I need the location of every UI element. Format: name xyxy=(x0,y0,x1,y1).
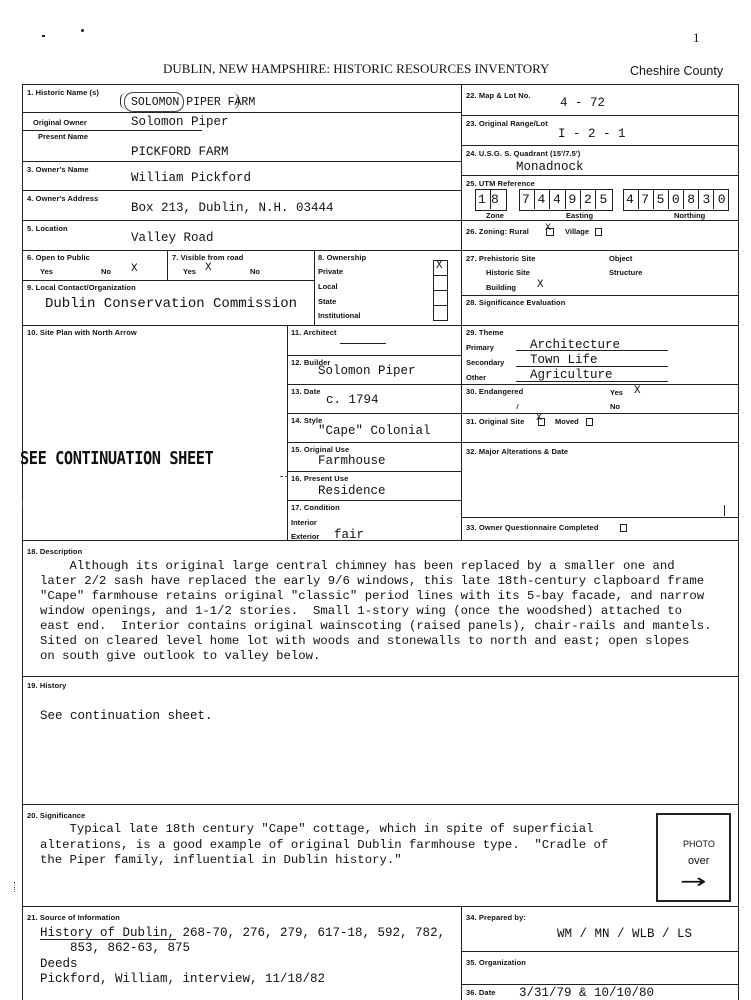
map-lot-label: 22. Map & Lot No. xyxy=(466,91,531,100)
row-divider xyxy=(22,161,461,162)
theme-label: 29. Theme xyxy=(466,328,504,337)
theme-primary-line xyxy=(516,350,668,351)
significance-line: alterations, is a good example of original Dublin farmhouse type. "Cradle of xyxy=(40,838,609,852)
source-text: History of Dublin, 268-70, 276, 279, 617-18, 592, 782, xyxy=(40,926,446,940)
prepared-date-label: 36. Date xyxy=(466,988,496,997)
utm-zone-label: Zone xyxy=(486,211,504,220)
zoning-rural-mark: X xyxy=(545,223,552,234)
map-lot-value: 4 - 72 xyxy=(560,96,606,110)
source-underline xyxy=(40,939,176,940)
source-line: Deeds xyxy=(40,957,78,971)
ownership-state: State xyxy=(318,297,337,306)
utm-easting-value: 744925 xyxy=(522,192,616,207)
speck-mark xyxy=(22,500,25,508)
description-line: Sited on cleared level home lot with woods and stonewalls to north and east; open slopes xyxy=(40,634,690,648)
source-line xyxy=(40,926,445,940)
local-contact-label: 9. Local Contact/Organization xyxy=(27,283,136,292)
theme-primary-value: Architecture xyxy=(530,338,621,352)
row-divider xyxy=(22,280,314,281)
row-divider xyxy=(461,295,738,296)
significance-label: 20. Significance xyxy=(27,811,86,820)
description-line: Although its original large central chimney has been replaced by a smaller one and xyxy=(40,559,675,573)
utm-zone-value: 18 xyxy=(478,192,505,207)
structure-label: Structure xyxy=(609,268,643,277)
speck-mark xyxy=(516,404,519,409)
row-divider xyxy=(287,355,461,356)
owner-questionnaire-checkbox[interactable] xyxy=(620,524,627,532)
theme-primary-label: Primary xyxy=(466,343,494,352)
quadrant-value: Monadnock xyxy=(516,160,584,174)
builder-value: Solomon Piper xyxy=(318,364,416,378)
location-label: 5. Location xyxy=(27,224,68,233)
see-continuation-stamp: SEE CONTINUATION SHEET xyxy=(20,448,214,469)
condition-interior-label: Interior xyxy=(291,518,317,527)
visible-no-label: No xyxy=(250,267,260,276)
utm-easting-label: Easting xyxy=(566,211,594,220)
row-divider xyxy=(287,471,461,472)
ownership-institutional-checkbox[interactable] xyxy=(433,305,448,321)
column-divider xyxy=(287,325,288,540)
present-name-label: Present Name xyxy=(38,132,89,141)
prehistoric-site-label: 27. Prehistoric Site xyxy=(466,254,536,263)
cell-divider xyxy=(167,250,168,280)
source-line: Pickford, William, interview, 11/18/82 xyxy=(40,972,326,986)
local-contact-value: Dublin Conservation Commission xyxy=(45,296,298,312)
page-number: 1 xyxy=(693,30,700,45)
row-divider xyxy=(461,517,738,518)
original-range-value: I - 2 - 1 xyxy=(558,127,626,141)
style-value: "Cape" Colonial xyxy=(318,424,431,438)
historic-site-label: Historic Site xyxy=(486,268,530,277)
original-site-label: 31. Original Site xyxy=(466,417,525,426)
utm-northing-label: Northing xyxy=(674,211,706,220)
row-divider xyxy=(461,384,738,385)
ownership-local-checkbox[interactable] xyxy=(433,275,448,291)
utm-label: 25. UTM Reference xyxy=(466,179,535,188)
theme-secondary-label: Secondary xyxy=(466,358,505,367)
row-divider xyxy=(461,951,738,952)
row-divider xyxy=(461,250,738,251)
prepared-by-value: WM / MN / WLB / LS xyxy=(557,927,693,941)
ownership-local: Local xyxy=(318,282,338,291)
row-divider xyxy=(22,250,461,251)
row-divider xyxy=(287,384,461,385)
utm-northing-value: 4750830 xyxy=(626,192,734,207)
significance-line: Typical late 18th century "Cape" cottage, which in spite of superficial xyxy=(40,822,594,836)
speck-mark xyxy=(14,882,17,892)
row-divider xyxy=(461,413,738,414)
historic-name-value: SOLOMON PIPER FARM xyxy=(131,96,256,109)
endangered-no-label: No xyxy=(610,402,620,411)
row-divider xyxy=(287,500,461,501)
owner-questionnaire-label: 33. Owner Questionnaire Completed xyxy=(466,523,599,532)
cell-divider xyxy=(314,250,315,325)
speck-mark xyxy=(81,29,84,32)
description-label: 18. Description xyxy=(27,547,83,556)
original-use-value: Farmhouse xyxy=(318,454,386,468)
date-built-label: 13. Date xyxy=(291,387,321,396)
prepared-by-label: 34. Prepared by: xyxy=(466,913,526,922)
description-line: "Cape" farmhouse retains original "classic" period lines with its 5-bay facade, and narrow xyxy=(40,589,705,603)
original-use-label: 15. Original Use xyxy=(291,445,350,454)
moved-label: Moved xyxy=(555,417,579,426)
top-border xyxy=(22,84,738,85)
present-name-value: PICKFORD FARM xyxy=(131,145,229,159)
prepared-date-value: 3/31/79 & 10/10/80 xyxy=(519,986,655,1000)
source-label: 21. Source of Information xyxy=(27,913,120,922)
ownership-label: 8. Ownership xyxy=(318,253,367,262)
open-yes-label: Yes xyxy=(40,267,53,276)
moved-checkbox[interactable] xyxy=(586,418,593,426)
row-divider xyxy=(22,676,738,677)
major-alterations-label: 32. Major Alterations & Date xyxy=(466,447,569,456)
condition-label: 17. Condition xyxy=(291,503,340,512)
theme-other-label: Other xyxy=(466,373,487,382)
date-built-value: c. 1794 xyxy=(326,393,379,407)
architect-dash xyxy=(340,343,386,344)
ownership-private-mark: X xyxy=(436,260,443,272)
organization-label: 35. Organization xyxy=(466,958,526,967)
dashed-mark xyxy=(280,476,288,477)
owner-address-label: 4. Owner's Address xyxy=(27,194,99,203)
history-label: 19. History xyxy=(27,681,67,690)
visible-yes-label: Yes xyxy=(183,267,196,276)
ownership-private: Private xyxy=(318,267,344,276)
theme-other-value: Agriculture xyxy=(530,368,613,382)
row-divider xyxy=(461,145,738,146)
handwritten-circle xyxy=(124,92,184,112)
row-divider xyxy=(287,413,461,414)
column-divider xyxy=(461,84,462,540)
arrow-right-icon: → xyxy=(680,869,707,893)
building-mark: X xyxy=(537,279,544,291)
description-line: east end. Interior contains original wainscoting (raised panels), chair-rails and mantels. xyxy=(40,619,712,633)
row-divider xyxy=(461,115,738,116)
form-title: DUBLIN, NEW HAMPSHIRE: HISTORIC RESOURCES INVENTORY xyxy=(163,61,550,76)
owner-address-value: Box 213, Dublin, N.H. 03444 xyxy=(131,201,334,215)
historic-name-label: 1. Historic Name (s) xyxy=(27,88,100,97)
row-divider xyxy=(22,804,738,805)
endangered-label: 30. Endangered xyxy=(466,387,524,396)
row-divider xyxy=(22,540,738,541)
row-divider xyxy=(287,442,461,443)
description-line: later 2/2 sash have replaced the early 9/6 windows, this late 18th-century clapboard frame xyxy=(40,574,705,588)
builder-label: 12. Builder xyxy=(291,358,331,367)
condition-exterior-label: Exterior xyxy=(291,532,320,541)
open-to-public-label: 6. Open to Public xyxy=(27,253,90,262)
zoning-village-checkbox[interactable] xyxy=(595,228,602,236)
theme-other-line xyxy=(516,381,668,382)
object-label: Object xyxy=(609,254,633,263)
speck-mark xyxy=(724,505,725,516)
ownership-institutional: Institutional xyxy=(318,311,361,320)
row-divider xyxy=(461,325,738,326)
row-divider xyxy=(22,325,461,326)
visible-yes-mark: X xyxy=(205,262,212,274)
original-owner-label: Original Owner xyxy=(33,118,87,127)
location-value: Valley Road xyxy=(131,231,214,245)
zoning-label: 26. Zoning: Rural xyxy=(466,227,529,236)
site-plan-label: 10. Site Plan with North Arrow xyxy=(27,328,137,337)
original-owner-line xyxy=(22,130,202,131)
theme-secondary-value: Town Life xyxy=(530,353,598,367)
source-line: 853, 862-63, 875 xyxy=(40,941,191,955)
architect-label: 11. Architect xyxy=(291,328,337,337)
open-no-label: No xyxy=(101,267,111,276)
column-divider xyxy=(461,906,462,1000)
endangered-yes-label: Yes xyxy=(610,388,623,397)
original-site-mark: X xyxy=(536,413,543,424)
open-no-mark: X xyxy=(131,263,138,275)
ownership-state-checkbox[interactable] xyxy=(433,290,448,306)
row-divider xyxy=(22,190,461,191)
row-divider xyxy=(22,112,461,113)
photo-over-label: over xyxy=(688,855,710,867)
owner-name-label: 3. Owner's Name xyxy=(27,165,89,174)
description-line: window openings, and 1-1/2 stories. Small 1-story wing (once the woodshed) attached to xyxy=(40,604,683,618)
owner-name-value: William Pickford xyxy=(131,171,252,185)
description-line: on south give outlook to valley below. xyxy=(40,649,321,663)
endangered-yes-mark: X xyxy=(634,385,641,397)
outer-left-border xyxy=(22,84,23,1000)
style-label: 14. Style xyxy=(291,416,323,425)
row-divider xyxy=(461,442,738,443)
photo-label: PHOTO xyxy=(683,839,715,849)
present-use-label: 16. Present Use xyxy=(291,474,349,483)
original-range-label: 23. Original Range/Lot xyxy=(466,119,548,128)
outer-right-border xyxy=(738,84,739,1000)
building-label: Building xyxy=(486,283,516,292)
present-use-value: Residence xyxy=(318,484,386,498)
row-divider xyxy=(22,906,738,907)
row-divider xyxy=(461,984,738,985)
visible-from-road-label: 7. Visible from road xyxy=(172,253,244,262)
row-divider xyxy=(461,175,738,176)
row-divider xyxy=(22,220,461,221)
speck-mark xyxy=(42,35,45,37)
theme-secondary-line xyxy=(516,366,668,367)
row-divider xyxy=(461,220,738,221)
quadrant-label: 24. U.S.G. S. Quadrant (15'/7.5') xyxy=(466,149,581,158)
significance-line: the Piper family, influential in Dublin history." xyxy=(40,853,402,867)
original-owner-value: Solomon Piper xyxy=(131,115,229,129)
significance-evaluation-label: 28. Significance Evaluation xyxy=(466,298,566,307)
zoning-village-label: Village xyxy=(565,227,590,236)
county-label: Cheshire County xyxy=(630,64,724,78)
history-value: See continuation sheet. xyxy=(40,709,213,723)
condition-exterior-value: fair xyxy=(334,528,365,542)
